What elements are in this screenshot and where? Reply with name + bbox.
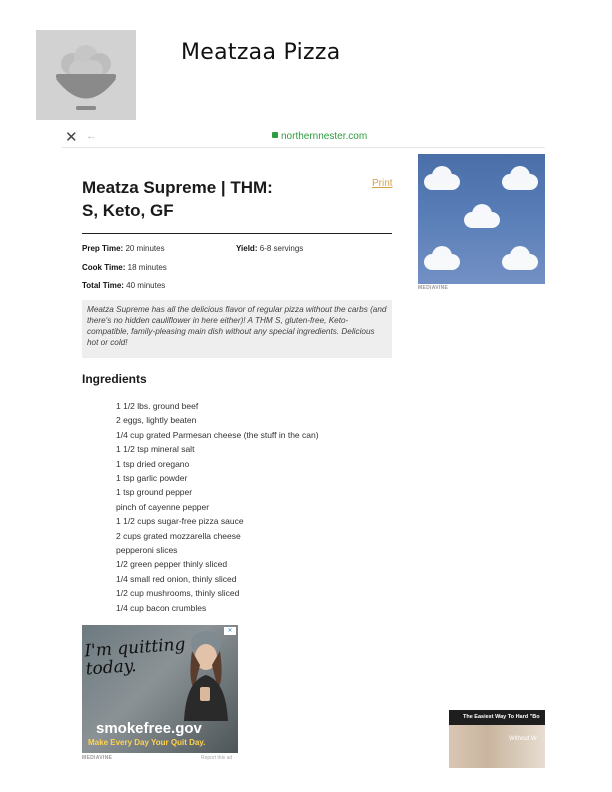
ingredient-item: pinch of cayenne pepper — [116, 501, 210, 512]
bowl-icon — [36, 30, 136, 120]
ingredient-item: 1 tsp ground pepper — [116, 487, 193, 498]
smokefree-brand: smokefree.gov — [96, 720, 202, 737]
bottom-ad-image — [449, 725, 545, 768]
ingredient-item: 1 1/2 lbs. ground beef — [116, 401, 199, 411]
url-display[interactable] — [272, 131, 367, 142]
yield-value: 6-8 servings — [259, 244, 304, 253]
smokefree-headline-line1: I'm quitting — [83, 634, 187, 662]
bottom-ad[interactable] — [449, 710, 545, 768]
prep-time — [82, 244, 165, 253]
prep-time-label: Prep Time: — [82, 244, 124, 253]
recipe-title-line1: Meatza Supreme | THM: — [82, 178, 273, 197]
report-ad-link[interactable]: Report this ad — [201, 755, 233, 761]
prep-time-value: 20 minutes — [125, 244, 165, 253]
cloud-pattern-icon — [418, 154, 545, 284]
side-ad[interactable] — [418, 154, 545, 284]
recipe-title — [82, 176, 342, 222]
smokefree-headline — [84, 636, 187, 679]
browser-toolbar — [62, 128, 545, 148]
ingredient-item: 2 cups grated mozzarella cheese — [116, 530, 241, 541]
bottom-ad-title: The Easiest Way To Hard "Bo — [449, 710, 545, 725]
recipe-title-line2: S, Keto, GF — [82, 201, 174, 220]
ingredients-heading: Ingredients — [82, 372, 147, 386]
ingredient-item: 1 1/2 tsp mineral salt — [116, 444, 195, 455]
close-icon[interactable]: ✕ — [65, 129, 78, 146]
ingredient-item: 1 1/2 cups sugar-free pizza sauce — [116, 516, 244, 527]
recipe-summary: Meatza Supreme has all the delicious flavor of regular pizza without the carbs (and there's no hidden cauliflower in here either)! A THM S, gluten-free, Keto-compatible, family-pleasing main dish without any special ingredients. Delicious hot or cold! — [82, 300, 392, 358]
mediavine-label-right: MEDIAVINE — [418, 285, 449, 291]
print-link[interactable]: Print — [372, 178, 393, 189]
ingredient-item: 1/2 cup mushrooms, thinly sliced — [116, 588, 240, 599]
cook-time-label: Cook Time: — [82, 263, 126, 272]
smokefree-headline-line2: today. — [85, 655, 138, 680]
yield-label: Yield: — [236, 244, 258, 253]
ingredient-item: 1/4 small red onion, thinly sliced — [116, 573, 237, 584]
yield — [236, 244, 303, 253]
ad-close-icon[interactable]: ✕ — [224, 627, 236, 635]
cook-time — [82, 263, 167, 272]
smokefree-tagline: Make Every Day Your Quit Day. — [88, 738, 206, 747]
total-time-value: 40 minutes — [126, 281, 166, 290]
mediavine-label-bottom: MEDIAVINE — [82, 755, 113, 761]
ingredients-list — [116, 399, 319, 615]
doc-title: Meatzaa Pizza — [181, 40, 341, 65]
recipe-thumbnail — [36, 30, 136, 120]
total-time-label: Total Time: — [82, 281, 124, 290]
ingredient-item: 1 tsp garlic powder — [116, 473, 188, 484]
ingredient-item: 1 tsp dried oregano — [116, 458, 190, 469]
lock-icon — [272, 132, 278, 138]
ingredient-item: 2 eggs, lightly beaten — [116, 415, 197, 426]
person-photo-icon — [178, 629, 234, 721]
ingredient-item: 1/4 cup grated Parmesan cheese (the stuff in the can) — [116, 429, 319, 440]
ingredient-item: 1/2 green pepper thinly sliced — [116, 559, 228, 570]
cook-time-value: 18 minutes — [127, 263, 167, 272]
ingredient-item: pepperoni slices — [116, 545, 178, 556]
back-arrow-icon[interactable]: ← — [86, 130, 97, 142]
total-time — [82, 281, 165, 290]
ingredient-item: 1/4 cup bacon crumbles — [116, 602, 207, 613]
url-text: northernnester.com — [281, 131, 368, 142]
smokefree-ad[interactable] — [82, 625, 238, 753]
title-divider — [82, 233, 392, 234]
bottom-ad-subtext: Without W — [509, 736, 537, 742]
